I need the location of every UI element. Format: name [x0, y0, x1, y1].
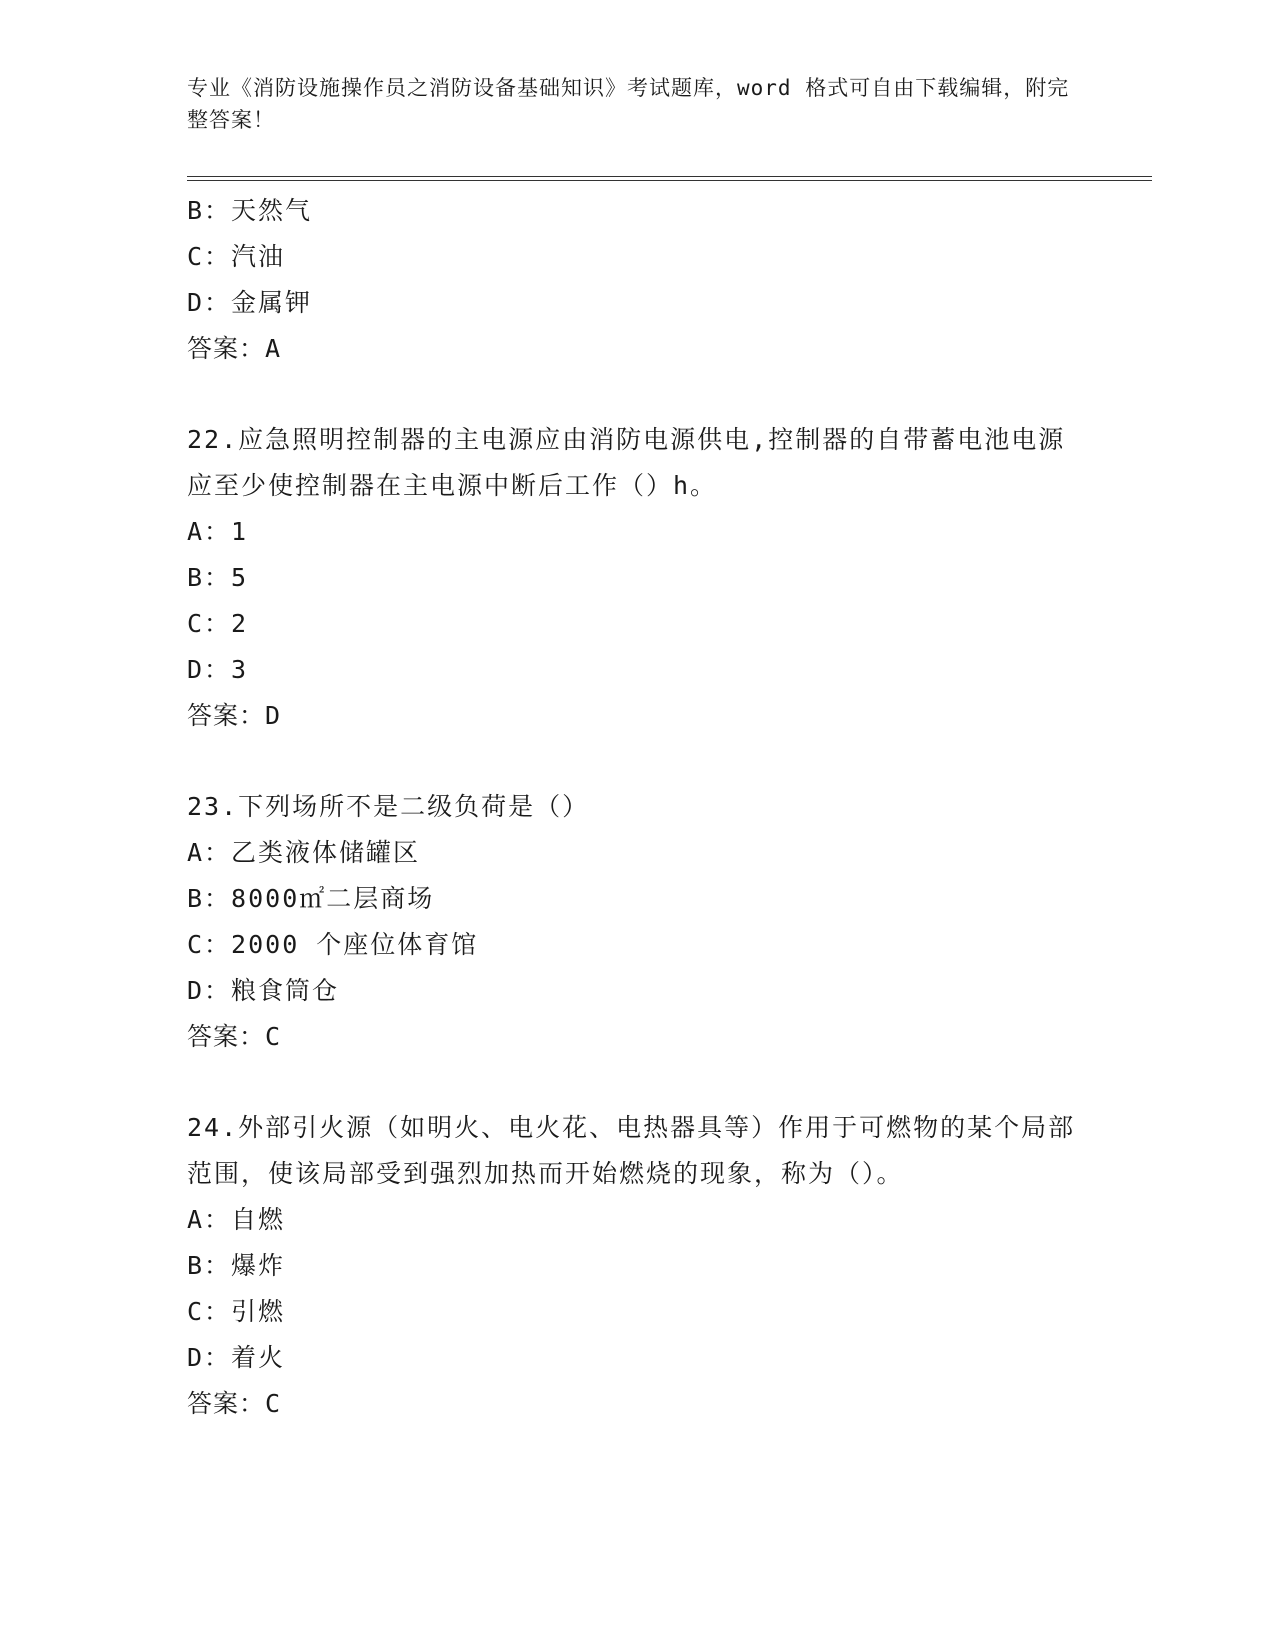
option-a: A：乙类液体储罐区	[187, 838, 421, 867]
option-c: C：汽油	[187, 242, 286, 271]
option-b: B：5	[187, 563, 249, 592]
answer-label: 答案：	[187, 334, 266, 363]
option-a: A：自燃	[187, 1205, 286, 1234]
question-21-continued	[187, 188, 1087, 372]
header-text: 专业《消防设施操作员之消防设备基础知识》考试题库，word 格式可自由下载编辑，附完整答案！	[187, 76, 1070, 132]
option-c: C：2000 个座位体育馆	[187, 930, 479, 959]
question-text: 24.外部引火源（如明火、电火花、电热器具等）作用于可燃物的某个局部范围，使该局部受到强烈加热而开始燃烧的现象，称为（）。	[187, 1113, 1076, 1188]
question-22	[187, 417, 1087, 739]
option-d: D：着火	[187, 1343, 286, 1372]
header-divider	[187, 176, 1152, 181]
option-d: D：金属钾	[187, 288, 313, 317]
option-a: A：1	[187, 517, 249, 546]
question-list	[187, 188, 1087, 1427]
option-b: B：8000㎡二层商场	[187, 884, 435, 913]
answer-value: D	[265, 701, 282, 730]
answer-line	[187, 326, 1087, 372]
question-text: 22.应急照明控制器的主电源应由消防电源供电,控制器的自带蓄电池电源应至少使控制器在主电源中断后工作（）h。	[187, 425, 1066, 500]
option-d: D：3	[187, 655, 249, 684]
answer-line	[187, 1014, 1087, 1060]
answer-line	[187, 1381, 1087, 1427]
option-d: D：粮食筒仓	[187, 976, 340, 1005]
question-23	[187, 784, 1087, 1060]
question-24	[187, 1105, 1087, 1427]
question-text: 23.下列场所不是二级负荷是（）	[187, 792, 590, 821]
answer-line	[187, 693, 1087, 739]
answer-value: A	[265, 334, 282, 363]
option-c: C：2	[187, 609, 249, 638]
option-b: B：天然气	[187, 196, 313, 225]
answer-label: 答案：	[187, 701, 266, 730]
answer-value: C	[265, 1022, 282, 1051]
answer-value: C	[265, 1389, 282, 1418]
answer-label: 答案：	[187, 1389, 266, 1418]
answer-label: 答案：	[187, 1022, 266, 1051]
option-c: C：引燃	[187, 1297, 286, 1326]
option-b: B：爆炸	[187, 1251, 286, 1280]
